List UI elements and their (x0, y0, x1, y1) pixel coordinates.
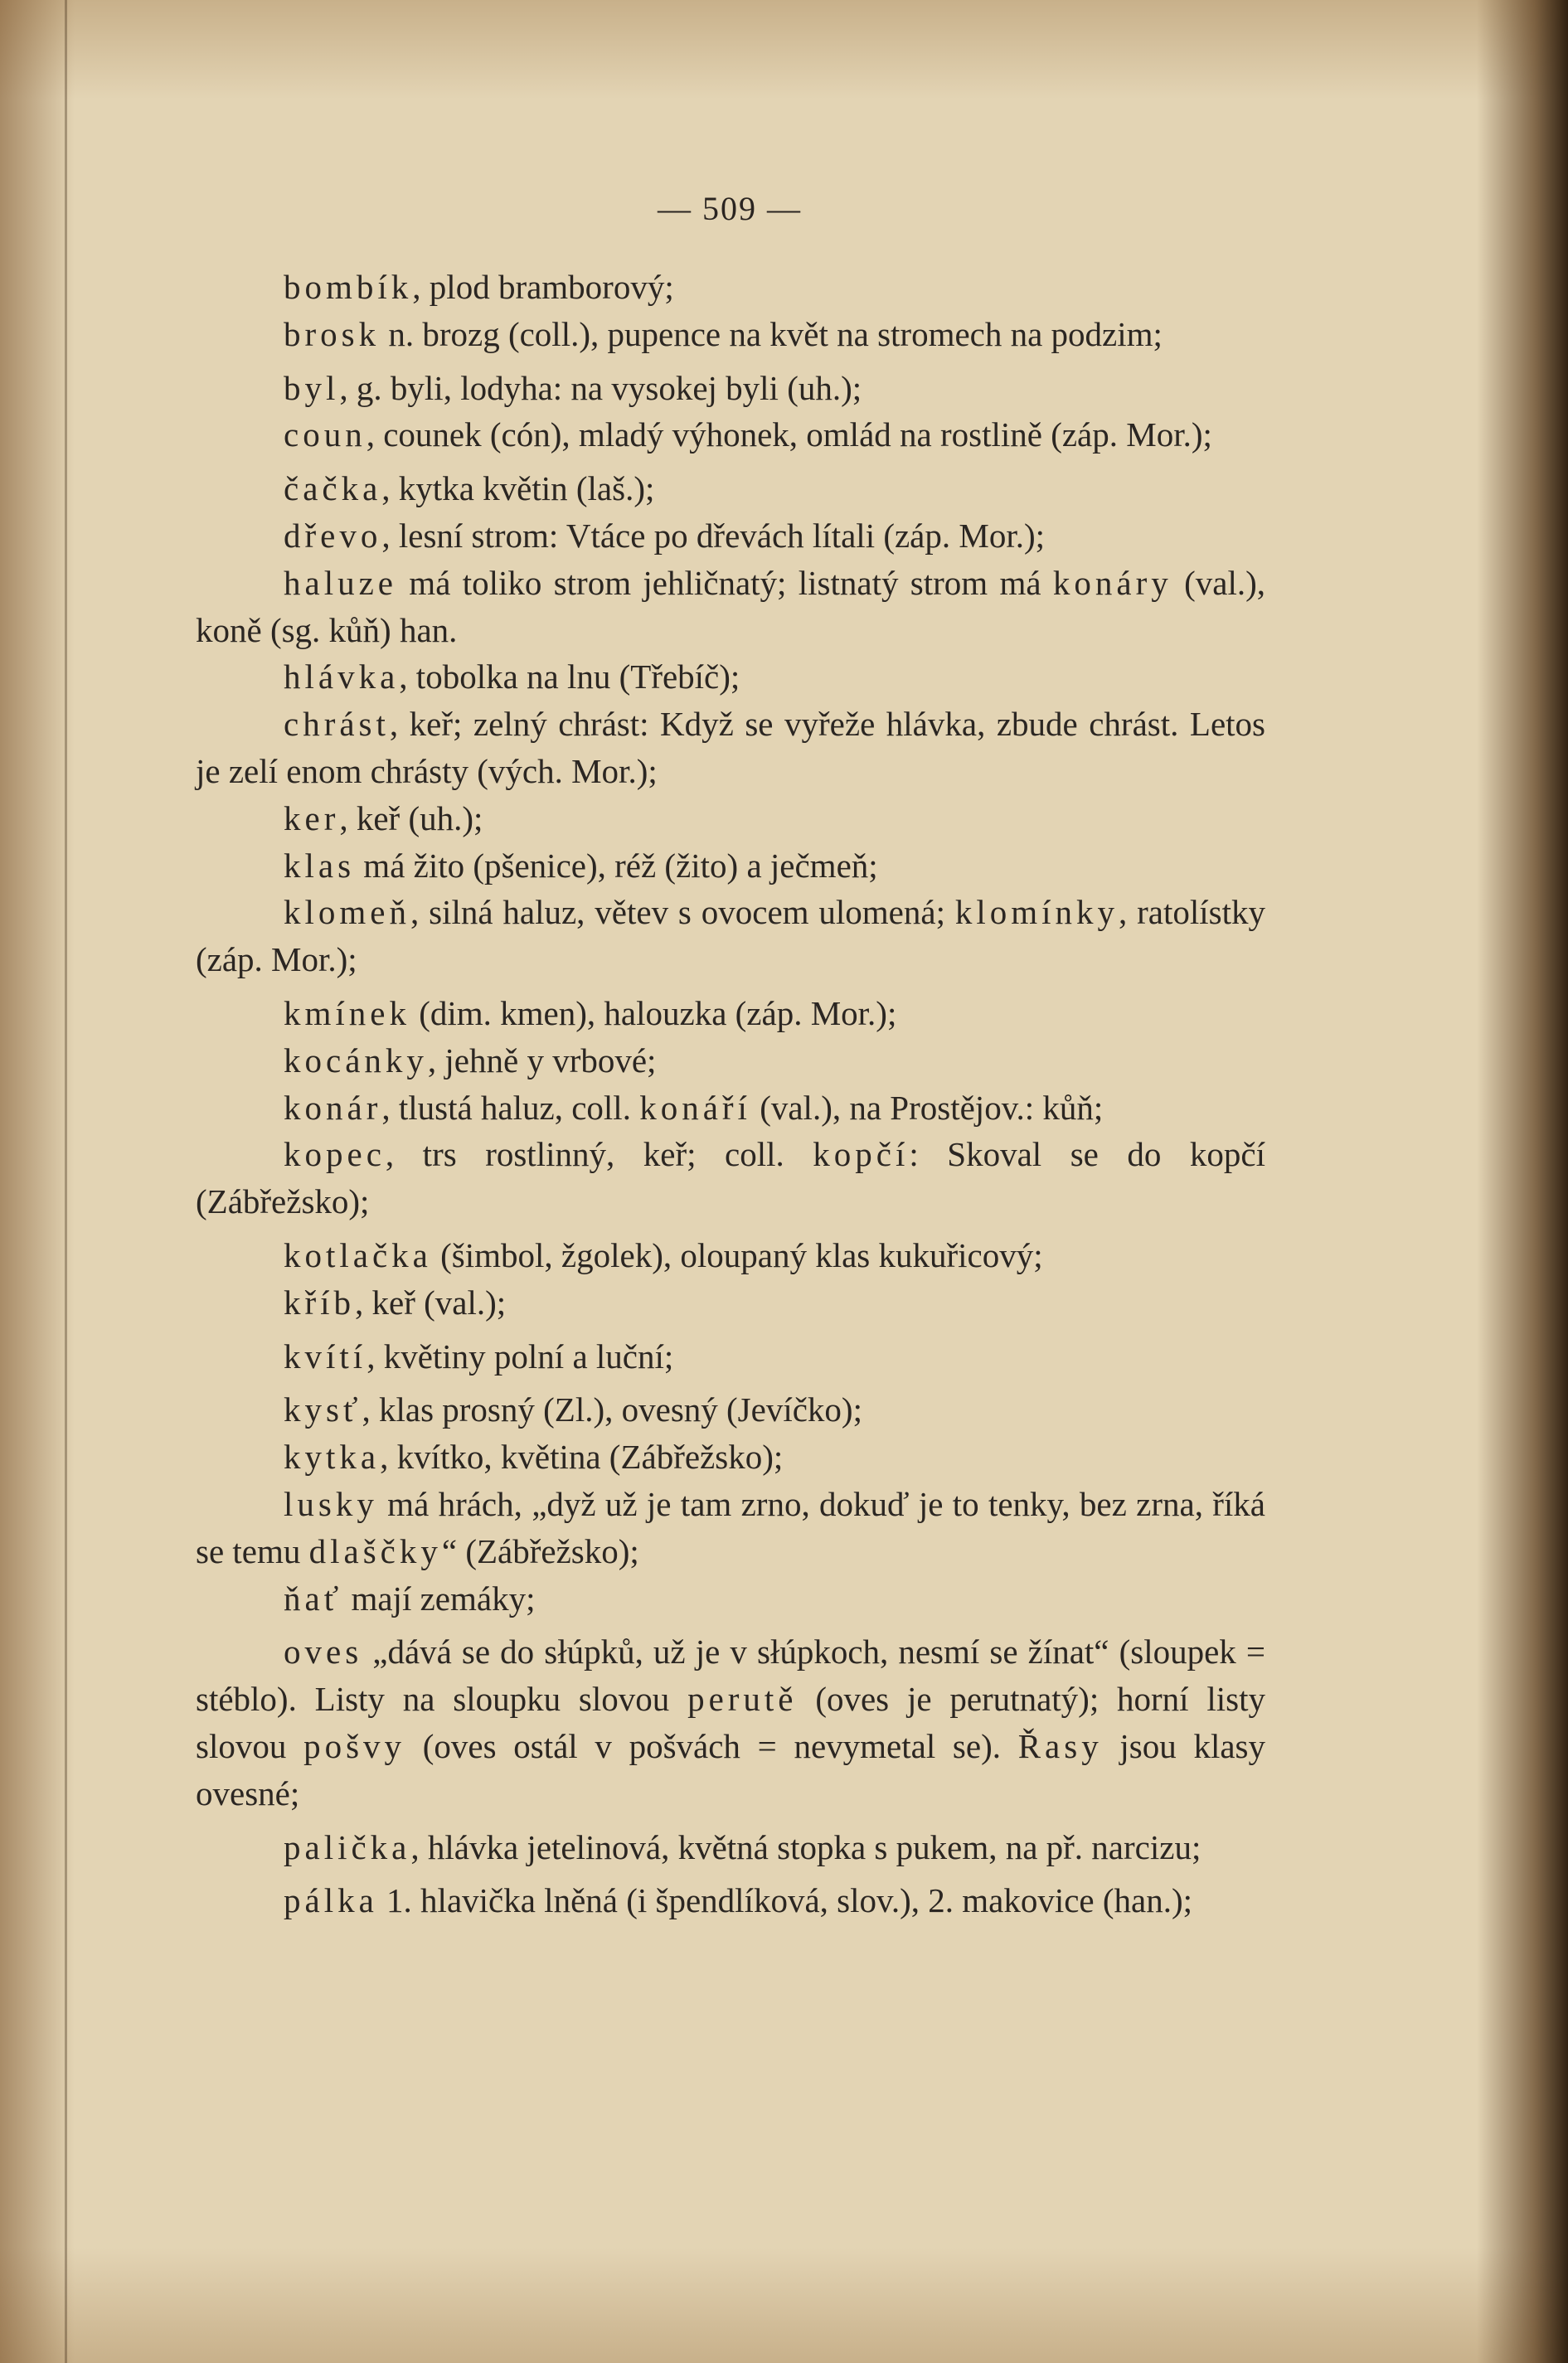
entry-kminek (196, 990, 1265, 1037)
headword: coun (284, 415, 367, 454)
definition: , trs rostlinný, keř; coll. (385, 1135, 813, 1174)
entry-brosk (196, 311, 1265, 358)
entry-kviti (196, 1333, 1265, 1380)
definition-tail-3: jsou klasy ovesné; (196, 1726, 1265, 1812)
headword: kocánky (284, 1041, 428, 1080)
entry-coun (196, 411, 1265, 459)
entry-kotlacka (196, 1232, 1265, 1279)
headword: bombík (284, 268, 413, 306)
headword: ker (284, 798, 340, 837)
headword: čačka (284, 469, 382, 508)
headword: haluze (284, 563, 397, 602)
headword: dřevo (284, 516, 382, 555)
definition: , plod bramborový; (412, 268, 674, 306)
entry-hlavka (196, 653, 1265, 701)
entry-palicka (196, 1824, 1265, 1871)
definition: , keř; zelný chrást: Když se vyřeže hlávka, zbude chrást. Letos je zelí enom chrásty (vých. Mor.); (196, 705, 1265, 790)
definition: má toliko strom jehličnatý; listnatý strom má (396, 563, 1053, 602)
entry-palka (196, 1877, 1265, 1924)
definition: , jehně y vrbové; (427, 1041, 657, 1080)
spaced-term: kopčí (813, 1135, 910, 1174)
binding-edge (65, 0, 67, 2363)
spaced-term: klomínky (954, 893, 1119, 932)
page-number: — 509 — (658, 190, 802, 227)
definition: 1. hlavička lněná (i špendlíková, slov.), 2. makovice (han.); (377, 1881, 1192, 1920)
definition: má hrách, „dyž už je tam zrno, dokuď je to tenky, bez zrna, říká se temu (196, 1484, 1265, 1570)
headword: kmínek (284, 993, 410, 1032)
definition: , silná haluz, větev s ovocem ulomená; (410, 893, 955, 932)
headword: kotlačka (284, 1235, 432, 1274)
definition: , kvítko, květina (Zábřežsko); (380, 1438, 784, 1477)
headword: kvítí (284, 1337, 367, 1376)
definition: , g. byli, lodyha: na vysokej byli (uh.); (339, 368, 862, 407)
spaced-term: konáří (639, 1088, 751, 1127)
entry-klomen (196, 889, 1265, 983)
entry-klas (196, 842, 1265, 890)
definition-tail: , ratolístky (záp. Mor.); (196, 893, 1265, 979)
definition: „dává se do słúpků, už je v słúpkoch, nesmí se žínat“ (sloupek = stéblo). Listy na sloupku slovou (196, 1633, 1265, 1719)
entry-drevo (196, 512, 1265, 560)
headword: palička (284, 1827, 411, 1866)
entry-kytka (196, 1434, 1265, 1481)
definition: , kytka květin (laš.); (381, 469, 655, 508)
entry-kyst (196, 1386, 1265, 1434)
headword: kysť (284, 1390, 362, 1429)
definition: , counek (cón), mladý výhonek, omlád na rostlině (záp. Mor.); (366, 415, 1212, 454)
headword: byl (284, 368, 340, 407)
definition: , lesní strom: Vtáce po dřevách lítali (záp. Mor.); (381, 516, 1046, 555)
entry-kocanky (196, 1037, 1265, 1084)
spaced-term: konáry (1052, 563, 1172, 602)
entry-lusky (196, 1481, 1265, 1575)
headword: ňať (284, 1579, 343, 1618)
definition: , tobolka na lnu (Třebíč); (399, 657, 740, 696)
definition-tail: : Skoval se do kopčí (Zábřežsko); (196, 1135, 1265, 1221)
entry-bombik (196, 264, 1265, 311)
definition-tail: (oves je perutnatý); horní listy slovou (196, 1680, 1265, 1765)
headword: hlávka (284, 657, 400, 696)
spaced-term: perutě (687, 1680, 798, 1719)
headword: konár (284, 1088, 382, 1127)
entry-byl (196, 365, 1265, 412)
headword: oves (284, 1633, 363, 1672)
headword: brosk (284, 314, 381, 353)
definition: (šimbol, žgolek), oloupaný klas kukuřicový; (431, 1235, 1043, 1274)
entry-nat (196, 1575, 1265, 1623)
definition-tail-2: (oves ostál v pošvách = nevymetal se). (405, 1726, 1018, 1765)
entry-cacka (196, 465, 1265, 512)
entry-krib (196, 1279, 1265, 1327)
definition-tail: “ (Zábřežsko); (441, 1531, 639, 1570)
definition: má žito (pšenice), réž (žito) a ječmeň; (355, 846, 878, 885)
definition: , keř (uh.); (339, 798, 483, 837)
spaced-term-3: Řasy (1017, 1726, 1103, 1765)
definition-tail: (val.), koně (sg. kůň) han. (196, 563, 1265, 649)
definition: , keř (val.); (355, 1283, 507, 1322)
definition: , tlustá haluz, coll. (381, 1088, 640, 1127)
headword: kopec (284, 1135, 386, 1174)
dictionary-text (196, 264, 1265, 1924)
entry-konar (196, 1084, 1265, 1132)
definition: (dim. kmen), halouzka (záp. Mor.); (410, 993, 897, 1032)
entry-kopec (196, 1131, 1265, 1225)
definition: , květiny polní a luční; (367, 1337, 674, 1376)
definition: mají zemáky; (342, 1579, 536, 1618)
headword: lusky (284, 1484, 378, 1523)
headword: kříb (284, 1283, 356, 1322)
headword: klas (284, 846, 356, 885)
entry-haluze (196, 560, 1265, 654)
spaced-term: dlaščky (308, 1531, 442, 1570)
headword: pálka (284, 1881, 378, 1920)
entry-ker (196, 795, 1265, 842)
headword: kytka (284, 1438, 381, 1477)
spaced-term-2: pošvy (303, 1726, 406, 1765)
headword: chrást (284, 705, 390, 744)
definition: , hlávka jetelinová, květná stopka s pukem, na př. narcizu; (410, 1827, 1201, 1866)
headword: klomeň (284, 893, 410, 932)
definition-tail: (val.), na Prostějov.: kůň; (750, 1088, 1104, 1127)
definition: n. brozg (coll.), pupence na květ na stromech na podzim; (380, 314, 1163, 353)
entry-chrast (196, 701, 1265, 795)
definition: , klas prosný (Zl.), ovesný (Jevíčko); (362, 1390, 862, 1429)
entry-oves (196, 1628, 1265, 1817)
